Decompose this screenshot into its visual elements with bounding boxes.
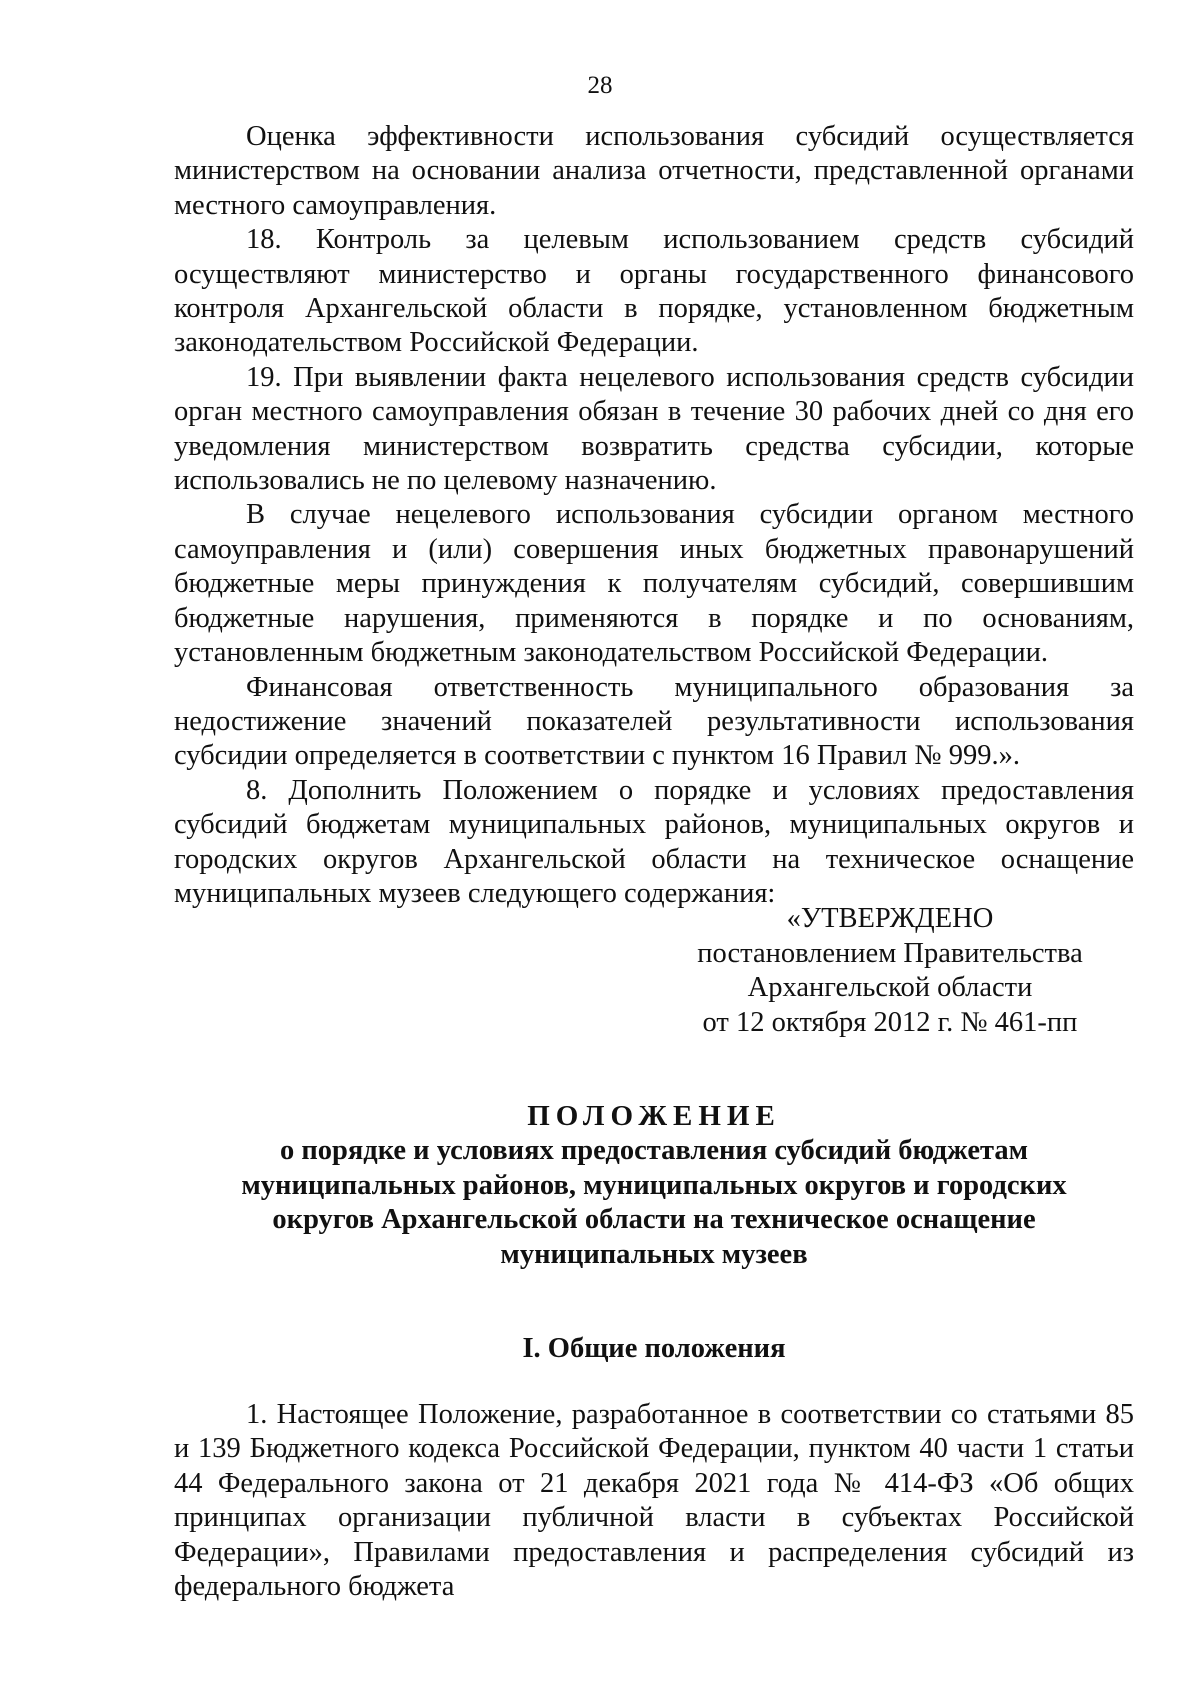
body-text-bottom bbox=[174, 1398, 1134, 1604]
subtitle-line: о порядке и условиях предоставления субсидий бюджетам bbox=[279, 1135, 1029, 1166]
paragraph: Финансовая ответственность муниципального образования за недостижение значений показателей результативности использования субсидии определяется в соответствии с пунктом 16 Правил № 999.». bbox=[174, 671, 1134, 772]
approval-line: «УТВЕРЖДЕНО bbox=[786, 903, 994, 934]
paragraph: 18. Контроль за целевым использованием средств субсидий осуществляют министерство и органы государственного финансового контроля Архангельской области в порядке, установленном бюджетным законодательством Российской Федерации. bbox=[174, 224, 1134, 359]
paragraph: В случае нецелевого использования субсидии органом местного самоуправления и (или) совершения иных бюджетных правонарушений бюджетные меры принуждения к получателям субсидий, совершившим бюджетные нарушения, применяются в порядке и по основаниям, установленным бюджетным законодательством Российской Федерации. bbox=[174, 499, 1134, 669]
paragraph: 8. Дополнить Положением о порядке и условиях предоставления субсидий бюджетам муниципальных районов, муниципальных округов и городских округов Архангельской области на техническое оснащение муниципальных музеев следующего содержания: bbox=[174, 774, 1134, 909]
subtitle-line: муниципальных музеев bbox=[500, 1238, 808, 1270]
paragraph: 1. Настоящее Положение, разработанное в соответствии со статьями 85 и 139 Бюджетного кодекса Российской Федерации, пунктом 40 части 1 статьи 44 Федерального закона от 21 декабря 2021 года № 414-ФЗ «Об общих принципах организации публичной власти в субъектах Российской Федерации», Правилами предоставления и распределения субсидий из федерального бюджета bbox=[174, 1399, 1134, 1603]
body-text-top bbox=[174, 120, 1134, 911]
page-number: 28 bbox=[587, 72, 613, 99]
subtitle-line: муниципальных районов, муниципальных округов и городских bbox=[241, 1169, 1067, 1201]
paragraph: 19. При выявлении факта нецелевого использования средств субсидии орган местного самоуправления обязан в течение 30 рабочих дней со дня его уведомления министерством возвратить средства субсидии, которые использовались не по целевому назначению. bbox=[174, 361, 1134, 497]
subtitle-line: округов Архангельской области на техническое оснащение bbox=[272, 1204, 1036, 1235]
document-subtitle bbox=[174, 1134, 1134, 1272]
section-heading: I. Общие положения bbox=[522, 1333, 786, 1364]
approval-stamp-block bbox=[660, 902, 1120, 1040]
approval-line: Архангельской области bbox=[747, 972, 1033, 1003]
approval-line: постановлением Правительства bbox=[697, 937, 1083, 969]
approval-line: от 12 октября 2012 г. № 461-пп bbox=[702, 1006, 1078, 1038]
paragraph: Оценка эффективности использования субсидий осуществляется министерством на основании анализа отчетности, представленной органами местного самоуправления. bbox=[174, 121, 1134, 221]
document-title: ПОЛОЖЕНИЕ bbox=[527, 1100, 781, 1132]
